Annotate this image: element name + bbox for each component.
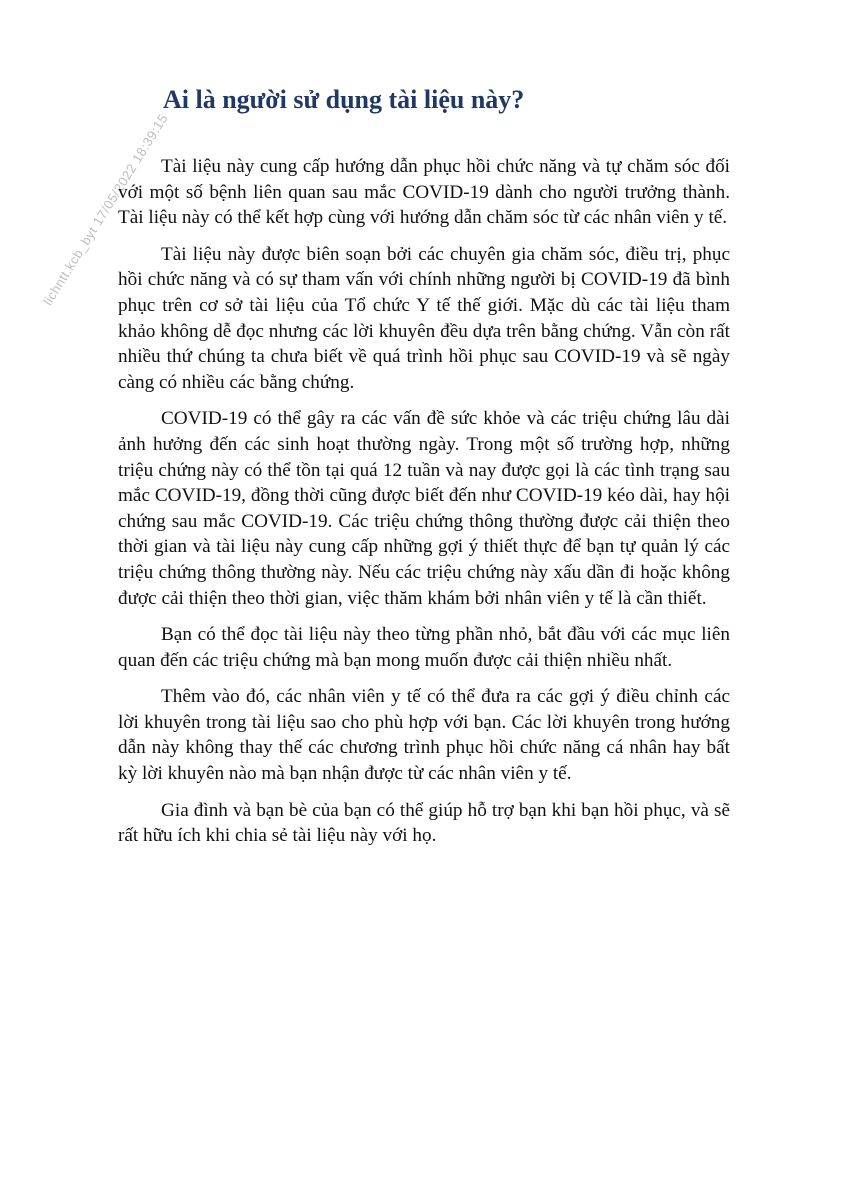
page-title: Ai là người sử dụng tài liệu này? bbox=[163, 85, 525, 114]
paragraph-authors: Tài liệu này được biên soạn bởi các chuyên gia chăm sóc, điều trị, phục hồi chức năng và có sự tham vấn với chính những người bị COVID-19 đã bình phục trên cơ sở tài liệu của Tổ chức Y tế thế giới. Mặc dù các tài liệu tham khảo không dễ đọc nhưng các lời khuyên đều dựa trên bằng chứng. Vẫn còn rất nhiều thứ chúng ta chưa biết về quá trình hồi phục sau COVID-19 và sẽ ngày càng có nhiều các bằng chứng. bbox=[118, 243, 730, 393]
paragraph-family: Gia đình và bạn bè của bạn có thể giúp hỗ trợ bạn khi bạn hồi phục, và sẽ rất hữu ích khi chia sẻ tài liệu này với họ. bbox=[118, 799, 730, 847]
paragraph-intro: Tài liệu này cung cấp hướng dẫn phục hồi chức năng và tự chăm sóc đối với một số bệnh liên quan sau mắc COVID-19 dành cho người trưởng thành. Tài liệu này có thể kết hợp cùng với hướng dẫn chăm sóc từ các nhân viên y tế. bbox=[118, 156, 730, 229]
paragraph-symptoms: COVID-19 có thể gây ra các vấn đề sức khỏe và các triệu chứng lâu dài ảnh hưởng đến các sinh hoạt thường ngày. Trong một số trường hợp, những triệu chứng này có thể tồn tại quá 12 tuần và nay được gọi là các tình trạng sau mắc COVID-19, đồng thời cũng được biết đến như COVID-19 kéo dài, hay hội chứng sau mắc COVID-19. Các triệu chứng thông thường được cải thiện theo thời gian và tài liệu này cung cấp những gợi ý thiết thực để bạn tự quản lý các triệu chứng thông thường này. Nếu các triệu chứng này xấu dần đi hoặc không được cải thiện theo thời gian, việc thăm khám bởi nhân viên y tế là cần thiết. bbox=[118, 408, 730, 609]
watermark: lichntt.kcb_byt 17/05/2022 18:39:15 bbox=[40, 111, 171, 308]
document-body bbox=[118, 154, 730, 860]
paragraph-reading-guide: Bạn có thể đọc tài liệu này theo từng phần nhỏ, bắt đầu với các mục liên quan đến các triệu chứng mà bạn mong muốn được cải thiện nhiều nhất. bbox=[118, 624, 730, 671]
paragraph-health-staff: Thêm vào đó, các nhân viên y tế có thể đưa ra các gợi ý điều chỉnh các lời khuyên trong tài liệu sao cho phù hợp với bạn. Các lời khuyên trong hướng dẫn này không thay thế các chương trình phục hồi chức năng cá nhân hay bất kỳ lời khuyên nào mà bạn nhận được từ các nhân viên y tế. bbox=[118, 686, 730, 785]
